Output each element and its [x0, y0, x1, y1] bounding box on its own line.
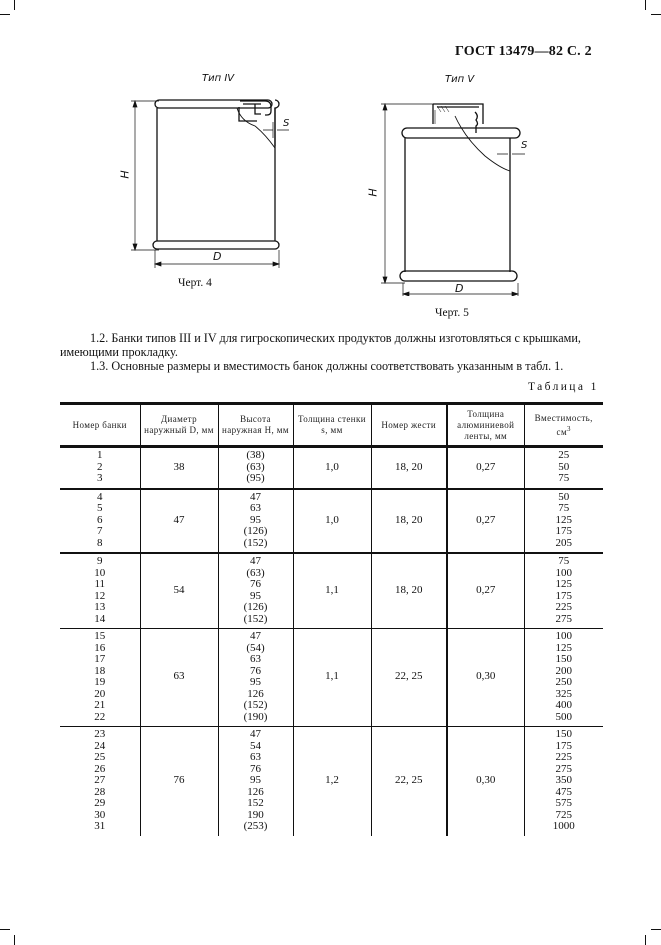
cell-line: 126 — [247, 785, 264, 798]
header-capacity-sup: 3 — [567, 424, 571, 433]
cell-line: 16 — [94, 641, 106, 654]
cell-line: 275 — [555, 612, 572, 625]
table-row-group — [60, 727, 603, 836]
table-row-group — [60, 447, 603, 489]
wall-dimension-label: S — [283, 118, 290, 129]
table-row-group — [60, 553, 603, 629]
dimensions-table — [60, 402, 603, 836]
crop-mark-tr-v — [645, 0, 646, 10]
cell-line: (95) — [246, 472, 265, 484]
cell-line: 15 — [94, 630, 106, 642]
cell-line: 14 — [94, 612, 106, 625]
cell-line: 29 — [94, 797, 106, 809]
cell-line: 205 — [555, 536, 572, 549]
cell-line: 125 — [555, 641, 572, 654]
cell-line: (253) — [243, 820, 268, 832]
cell-tin-number: 18, 20 — [371, 553, 447, 629]
header-tin: Номер жести — [371, 404, 447, 447]
cell-tin-number: 22, 25 — [371, 629, 447, 727]
cell-line: 4 — [97, 490, 103, 503]
crop-mark-tl-h — [0, 14, 10, 15]
cell-capacities — [524, 553, 603, 629]
cell-can-numbers — [60, 629, 140, 727]
cell-line: 150 — [555, 728, 572, 740]
cell-line: 75 — [558, 502, 570, 514]
cell-foil-thickness: 0,30 — [447, 727, 524, 836]
cell-line: (152) — [243, 699, 268, 711]
cell-line: 225 — [555, 751, 572, 763]
cell-line: 400 — [555, 699, 572, 711]
cell-line: 75 — [558, 555, 570, 567]
cell-wall-thickness: 1,2 — [293, 727, 371, 836]
cell-line: 11 — [94, 578, 106, 590]
crop-mark-br-v — [645, 935, 646, 945]
cell-can-numbers — [60, 727, 140, 836]
cell-line: 23 — [94, 728, 106, 740]
cell-line: 19 — [94, 676, 106, 688]
cell-line: 350 — [555, 774, 572, 786]
cell-line: 125 — [555, 578, 572, 590]
header-capacity-text: Вместимость, см — [534, 412, 593, 437]
cell-tin-number: 22, 25 — [371, 727, 447, 836]
cell-line: 76 — [250, 762, 261, 775]
cell-line: 5 — [97, 502, 103, 514]
cell-line: 31 — [94, 820, 106, 832]
figure-4-caption: Черт. 4 — [178, 277, 212, 289]
cell-line: 9 — [97, 555, 103, 567]
can-type-v-drawing — [375, 76, 555, 296]
cell-line: 325 — [555, 687, 572, 700]
cell-line: 47 — [250, 630, 261, 642]
cell-line: 28 — [94, 785, 106, 798]
cell-line: 47 — [250, 555, 261, 567]
cell-line: 200 — [555, 664, 572, 677]
cell-heights — [218, 489, 293, 554]
cell-diameter: 63 — [140, 629, 218, 727]
cell-heights — [218, 727, 293, 836]
diameter-dimension-label: D — [213, 250, 222, 263]
table-row-group — [60, 489, 603, 554]
cell-diameter: 76 — [140, 727, 218, 836]
cell-line: 250 — [555, 676, 572, 688]
header-capacity — [524, 404, 603, 447]
header-diameter: Диаметр наружный D, мм — [140, 404, 218, 447]
cell-line: 76 — [250, 578, 261, 590]
cell-line: 25 — [558, 449, 570, 461]
cell-line: 17 — [94, 653, 106, 665]
type-iv-label: Тип IV — [202, 73, 235, 84]
cell-heights — [218, 553, 293, 629]
cell-wall-thickness: 1,0 — [293, 447, 371, 489]
cell-line: (63) — [246, 566, 265, 579]
crop-mark-bl-v — [14, 935, 15, 945]
type-v-label: Тип V — [445, 74, 475, 85]
cell-line: 24 — [94, 739, 106, 752]
header-wall: Толщина стенки s, мм — [293, 404, 371, 447]
header-foil: Толщина алюминиевой ленты, мм — [447, 404, 524, 447]
paragraph-1-2-line-2: имеющими прокладку. — [60, 345, 178, 359]
cell-line: 75 — [558, 472, 570, 484]
cell-line: 95 — [250, 676, 261, 688]
cell-line: 47 — [250, 490, 261, 503]
cell-line: 2 — [97, 460, 103, 473]
cell-foil-thickness: 0,27 — [447, 489, 524, 554]
cell-line: 76 — [250, 664, 261, 677]
figure-type-v — [366, 74, 555, 296]
cell-line: (190) — [243, 710, 268, 723]
cell-line: 3 — [97, 472, 103, 484]
cell-line: 8 — [97, 536, 103, 549]
cell-line: 150 — [555, 653, 572, 665]
table-header-row — [60, 404, 603, 447]
cell-line: 95 — [250, 513, 261, 526]
wall-dimension-label: S — [521, 140, 528, 151]
cell-tin-number: 18, 20 — [371, 489, 447, 554]
cell-foil-thickness: 0,30 — [447, 629, 524, 727]
cell-line: 500 — [555, 710, 572, 723]
can-type-iv-drawing — [115, 76, 315, 276]
cell-heights — [218, 447, 293, 489]
cell-line: 63 — [250, 502, 261, 514]
cell-line: (38) — [246, 449, 265, 461]
diameter-dimension-label: D — [455, 282, 464, 295]
cell-line: 100 — [555, 566, 572, 579]
crop-mark-bl-h — [0, 929, 10, 930]
cell-foil-thickness: 0,27 — [447, 553, 524, 629]
cell-diameter: 38 — [140, 447, 218, 489]
cell-foil-thickness: 0,27 — [447, 447, 524, 489]
cell-diameter: 54 — [140, 553, 218, 629]
cell-line: 50 — [558, 490, 570, 503]
cell-wall-thickness: 1,0 — [293, 489, 371, 554]
cell-can-numbers — [60, 553, 140, 629]
cell-line: 225 — [555, 601, 572, 613]
crop-mark-tl-v — [14, 0, 15, 10]
cell-heights — [218, 629, 293, 727]
cell-can-numbers — [60, 447, 140, 489]
cell-line: 18 — [94, 664, 106, 677]
height-dimension-label: H — [366, 188, 380, 197]
cell-tin-number: 18, 20 — [371, 447, 447, 489]
cell-line: 175 — [555, 525, 572, 537]
crop-mark-br-h — [651, 929, 661, 930]
cell-line: (152) — [243, 612, 268, 625]
cell-line: 12 — [94, 589, 106, 602]
cell-line: (126) — [243, 601, 268, 613]
cell-line: 63 — [250, 653, 261, 665]
cell-diameter: 47 — [140, 489, 218, 554]
cell-line: 7 — [97, 525, 103, 537]
cell-line: 26 — [94, 762, 106, 775]
cell-line: 6 — [97, 513, 103, 526]
cell-line: 152 — [247, 797, 264, 809]
cell-line: 13 — [94, 601, 106, 613]
header-height: Высота наружная H, мм — [218, 404, 293, 447]
cell-line: 47 — [250, 728, 261, 740]
table-label: Таблица 1 — [528, 381, 599, 393]
paragraph-1-2-line-1: 1.2. Банки типов III и IV для гигроскопических продуктов должны изготовляться с крышками, — [90, 331, 581, 345]
cell-line: 275 — [555, 762, 572, 775]
cell-line: 575 — [555, 797, 572, 809]
cell-line: 1 — [97, 449, 103, 461]
cell-line: 27 — [94, 774, 106, 786]
crop-mark-tr-h — [651, 14, 661, 15]
figure-type-iv — [115, 73, 315, 276]
cell-wall-thickness: 1,1 — [293, 553, 371, 629]
cell-line: (126) — [243, 525, 268, 537]
cell-line: 95 — [250, 774, 261, 786]
cell-line: 100 — [555, 630, 572, 642]
cell-capacities — [524, 727, 603, 836]
document-header: ГОСТ 13479—82 С. 2 — [455, 44, 592, 59]
cell-capacities — [524, 629, 603, 727]
header-number: Номер банки — [60, 404, 140, 447]
cell-line: 50 — [558, 460, 570, 473]
cell-line: 126 — [247, 687, 264, 700]
cell-capacities — [524, 489, 603, 554]
cell-wall-thickness: 1,1 — [293, 629, 371, 727]
cell-line: 21 — [94, 699, 106, 711]
cell-line: 175 — [555, 739, 572, 752]
cell-line: 725 — [555, 808, 572, 821]
figure-5-caption: Черт. 5 — [435, 307, 469, 319]
cell-line: 10 — [94, 566, 106, 579]
cell-line: 22 — [94, 710, 106, 723]
cell-line: 54 — [250, 739, 261, 752]
cell-line: (152) — [243, 536, 268, 549]
cell-line: (63) — [246, 460, 265, 473]
cell-line: 30 — [94, 808, 106, 821]
cell-line: 190 — [247, 808, 264, 821]
cell-line: 125 — [555, 513, 572, 526]
cell-can-numbers — [60, 489, 140, 554]
height-dimension-label: H — [118, 170, 132, 179]
cell-capacities — [524, 447, 603, 489]
cell-line: 20 — [94, 687, 106, 700]
cell-line: 175 — [555, 589, 572, 602]
cell-line: 475 — [555, 785, 572, 798]
cell-line: 25 — [94, 751, 106, 763]
table-row-group — [60, 629, 603, 727]
paragraph-1-3: 1.3. Основные размеры и вместимость банок должны соответствовать указанным в табл. 1. — [90, 359, 564, 373]
cell-line: 95 — [250, 589, 261, 602]
cell-line: 63 — [250, 751, 261, 763]
cell-line: (54) — [246, 641, 265, 654]
cell-line: 1000 — [552, 820, 575, 832]
